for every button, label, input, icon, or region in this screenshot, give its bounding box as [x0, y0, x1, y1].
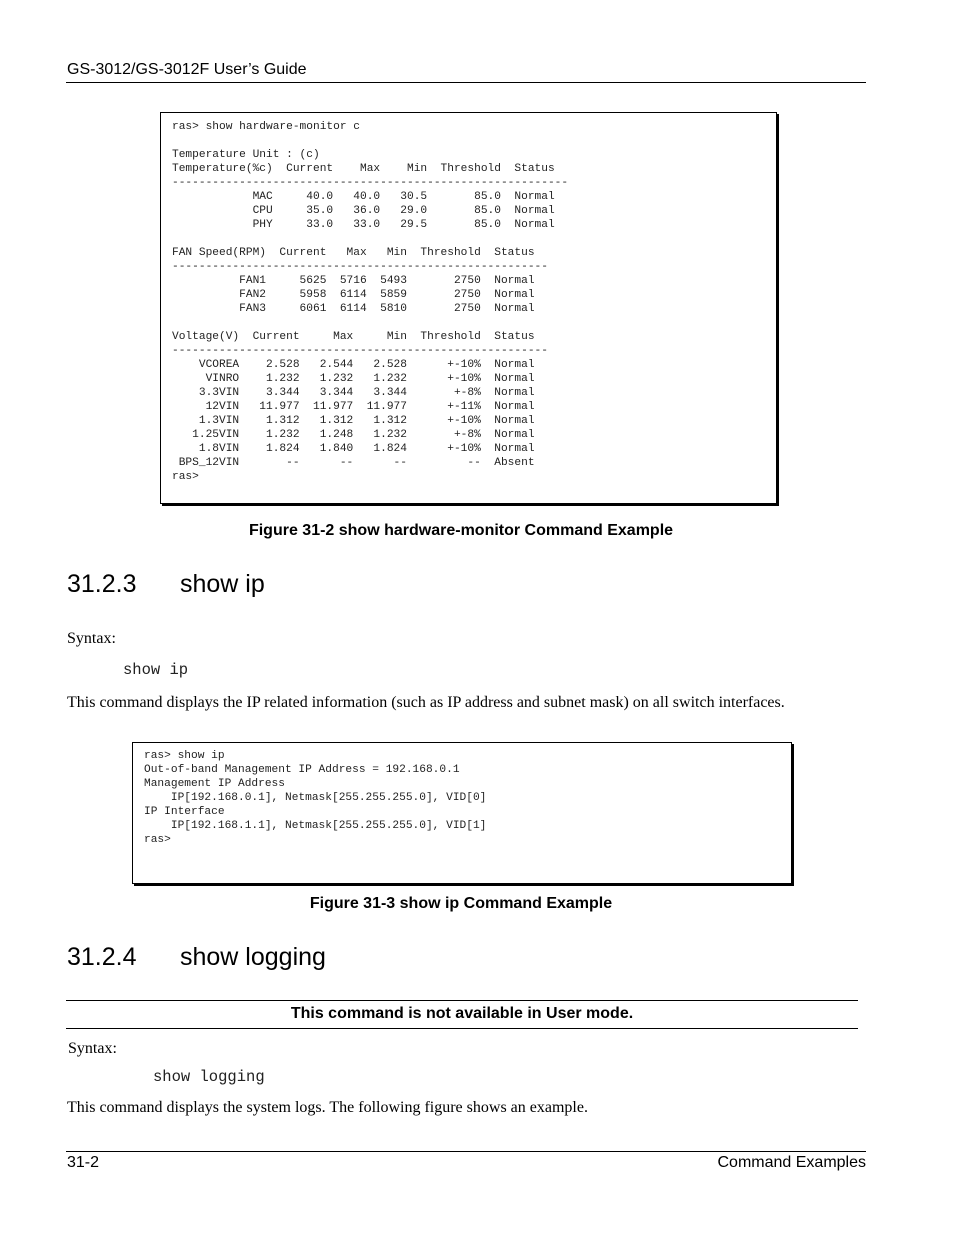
hardware-monitor-code: ras> show hardware-monitor c Temperature Unit : (c) Temperature(%c) Current Max Min Threshold Status ----------------------------------------------------------- MAC 40.0 40.0 30.5 85.0 Normal CPU 35.0 36.0 29.0 85.0 Normal PHY 33.0 33.0 29.5 85.0 Normal FAN Speed(RPM) Current Max Min Threshold Status -------------------------------------------------------- FAN1 5625 5716 5493 2750 Normal FAN2 5958 6114 5859 2750 Normal FAN3 6061 6114 5810 2750 Normal Voltage(V) Current Max Min Threshold Status -------------------------------------------------------- VCOREA 2.528 2.544 2.528 +-10% Normal VINRO 1.232 1.232 1.232 +-10% Normal 3.3VIN 3.344 3.344 3.344 +-8% Normal 12VIN 11.977 11.977 11.977 +-11% Normal 1.3VIN 1.312 1.312 1.312 +-10% Normal 1.25VIN 1.232 1.248 1.232 +-8% Normal 1.8VIN 1.824 1.840 1.824 +-10% Normal BPS_12VIN -- -- -- -- Absent ras> — [172, 121, 569, 483]
hardware-monitor-code-box — [160, 112, 777, 504]
note-user-mode: This command is not available in User mode. — [290, 1005, 634, 1022]
syntax-command-show-ip: show ip — [123, 661, 189, 679]
note-bottom-rule — [66, 1028, 858, 1029]
show-ip-code: ras> show ip Out-of-band Management IP Address = 192.168.0.1 Management IP Address IP[192.168.0.1], Netmask[255.255.255.0], VID[0] IP Interface IP[192.168.1.1], Netmask[255.255.255.0], VID[1] ras> — [144, 750, 487, 846]
footer-rule — [66, 1151, 866, 1152]
description-show-ip: This command displays the IP related information (such as IP address and subnet mask) on all switch interfaces. — [67, 694, 785, 711]
section-title-show-logging: show logging — [180, 943, 326, 971]
section-title-show-ip: show ip — [180, 570, 265, 598]
page-header-title: GS-3012/GS-3012F User’s Guide — [67, 61, 307, 78]
figure-caption-hardware-monitor: Figure 31-2 show hardware-monitor Command Example — [248, 522, 674, 539]
section-number-show-logging: 31.2.4 — [67, 943, 137, 971]
section-number-show-ip: 31.2.3 — [67, 570, 137, 598]
figure-caption-show-ip: Figure 31-3 show ip Command Example — [309, 895, 613, 912]
syntax-command-show-logging: show logging — [153, 1068, 265, 1086]
footer-page-number: 31-2 — [67, 1154, 100, 1171]
description-show-logging: This command displays the system logs. The following figure shows an example. — [67, 1099, 588, 1116]
syntax-label: Syntax: — [67, 630, 116, 647]
note-top-rule — [66, 1000, 858, 1001]
footer-chapter-title: Command Examples — [717, 1154, 866, 1171]
show-ip-code-box — [132, 742, 792, 884]
syntax-label-logging: Syntax: — [68, 1040, 117, 1057]
header-rule — [66, 82, 866, 83]
